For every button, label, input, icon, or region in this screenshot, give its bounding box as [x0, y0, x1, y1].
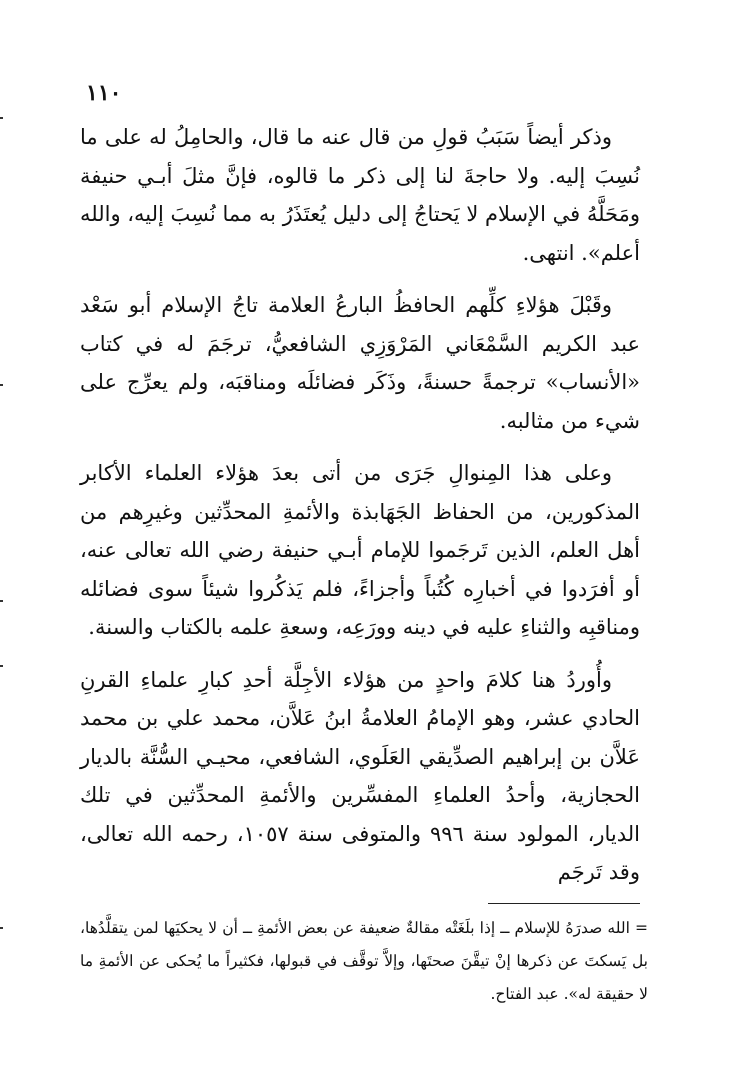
- page-number: ١١٠: [86, 80, 122, 106]
- footnote-text: = الله صدرَهُ للإسلام ــ إذا بلَغَتْه مقالةٌ ضعيفة عن بعض الأئمةِ ــ أن لا يحكيَها لمن يتقلَّدُها، بل يَسكتَ عن ذكرها إنْ تيقَّنَ صحتَها، وإلاَّ توقَّف في قبولها، فكثيراً ما يُحكى عن الأئمةِ ما لا حقيقة له». عبد الفتاح.: [80, 919, 648, 1003]
- margin-mark: [0, 600, 3, 602]
- paragraph: وذكر أيضاً سَبَبُ قولِ من قال عنه ما قال، والحامِلُ له على ما نُسِبَ إليه. ولا حاجةَ لنا إلى ذكر ما قالوه، فإنَّ مثلَ أبـي حنيفة ومَحَلَّهُ في الإسلام لا يَحتاجُ إلى دليل يُعتَذَرُ به مما نُسِبَ إليه، والله أعلم». انتهى.: [80, 125, 640, 265]
- main-text: [80, 118, 640, 906]
- margin-mark: [0, 117, 3, 119]
- paragraph: وأُوردُ هنا كلامَ واحدٍ من هؤلاء الأجِلَّة أحدِ كبارِ علماءِ القرنِ الحادي عشر، وهو الإمامُ العلامةُ ابنُ عَلاَّن، محمد علي بن محمد عَلاَّن بن إبراهيم الصدِّيقي العَلَوي، الشافعي، محيـي السُّنَّة بالديار الحجازية، وأحدُ العلماءِ المفسِّرين والأئمةِ المحدِّثين في تلك الديار، المولود سنة ٩٩٦ والمتوفى سنة ١٠٥٧، رحمه الله تعالى، وقد تَرجَم: [80, 667, 640, 884]
- margin-mark: [0, 384, 3, 386]
- footnote-separator: [488, 903, 640, 904]
- footnotes: [80, 912, 648, 1011]
- paragraph: وقَبْلَ هؤلاءِ كلِّهم الحافظُ البارعُ العلامة تاجُ الإسلام أبو سَعْد عبد الكريم السَّمْعَاني المَرْوَزِي الشافعيُّ، ترجَمَ له في كتاب «الأنساب» ترجمةً حسنةً، وذَكَر فضائلَه ومناقبَه، ولم يعرِّج على شيء من مثالبه.: [80, 293, 640, 433]
- margin-mark: [0, 665, 3, 667]
- paragraph: وعلى هذا المِنوالِ جَرَى من أتى بعدَ هؤلاء العلماء الأكابر المذكورين، من الحفاظ الجَهَابذة والأئمةِ المحدِّثين وغيرِهم من أهل العلم، الذين تَرجَموا للإمام أبـي حنيفة رضي الله تعالى عنه، أو أفرَدوا في أخبارِه كُتُباً وأجزاءً، فلم يَذكُروا شيئاً سوى فضائله ومناقبِه والثناءِ عليه في دينه وورَعِه، وسعةِ علمه بالكتاب والسنة.: [80, 461, 640, 639]
- margin-mark: [0, 927, 3, 929]
